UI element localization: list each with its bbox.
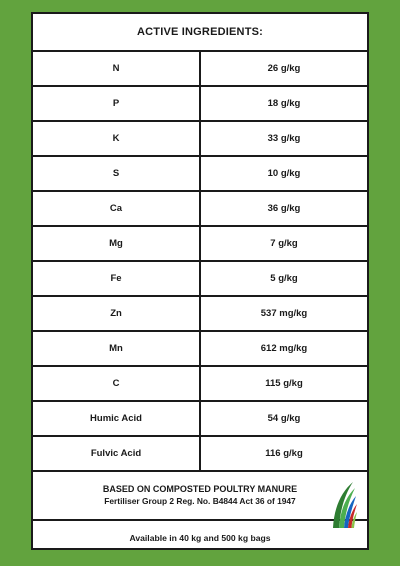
table-row [33, 367, 367, 402]
ingredient-name: K [33, 122, 201, 155]
ingredient-value: 115 g/kg [265, 378, 303, 389]
table-row [33, 192, 367, 227]
ingredient-value: 18 g/kg [267, 98, 301, 109]
ingredient-value: 612 mg/kg [260, 343, 308, 354]
ingredient-value: 36 g/kg [267, 203, 301, 214]
table-row [33, 157, 367, 192]
table-row [33, 332, 367, 367]
availability-note: Available in 40 kg and 500 kg bags [129, 532, 271, 543]
table-row [33, 402, 367, 437]
ingredients-card [31, 12, 369, 550]
ingredient-name: N [33, 52, 201, 85]
ingredient-name: P [33, 87, 201, 120]
ingredient-value: 116 g/kg [265, 448, 303, 459]
ingredient-value: 33 g/kg [267, 133, 301, 144]
ingredient-name: Humic Acid [33, 402, 201, 435]
ingredient-name: C [33, 367, 201, 400]
table-row [33, 87, 367, 122]
ingredient-name: Fulvic Acid [33, 437, 201, 470]
table-row [33, 52, 367, 87]
table-row [33, 262, 367, 297]
page-title: ACTIVE INGREDIENTS: [33, 14, 367, 52]
table-row [33, 122, 367, 157]
ingredient-name: S [33, 157, 201, 190]
ingredient-name: Fe [33, 262, 201, 295]
table-row [33, 227, 367, 262]
ingredient-value: 537 mg/kg [260, 308, 308, 319]
leaf-stripes-logo-icon [331, 478, 357, 534]
ingredient-value: 54 g/kg [267, 413, 301, 424]
ingredient-value: 26 g/kg [267, 63, 301, 74]
footer-line-2: Fertiliser Group 2 Reg. No. B4844 Act 36 of 1947 [104, 496, 296, 506]
table-row [33, 437, 367, 472]
table-row [33, 297, 367, 332]
ingredient-name: Ca [33, 192, 201, 225]
ingredient-value: 10 g/kg [267, 168, 301, 179]
ingredient-value: 5 g/kg [270, 273, 298, 284]
ingredients-table [33, 52, 367, 472]
ingredient-name: Zn [33, 297, 201, 330]
footer-line-1: BASED ON COMPOSTED POULTRY MANURE [102, 484, 298, 494]
ingredient-name: Mn [33, 332, 201, 365]
footer-info [33, 472, 367, 521]
ingredient-value: 7 g/kg [270, 238, 298, 249]
ingredient-name: Mg [33, 227, 201, 260]
